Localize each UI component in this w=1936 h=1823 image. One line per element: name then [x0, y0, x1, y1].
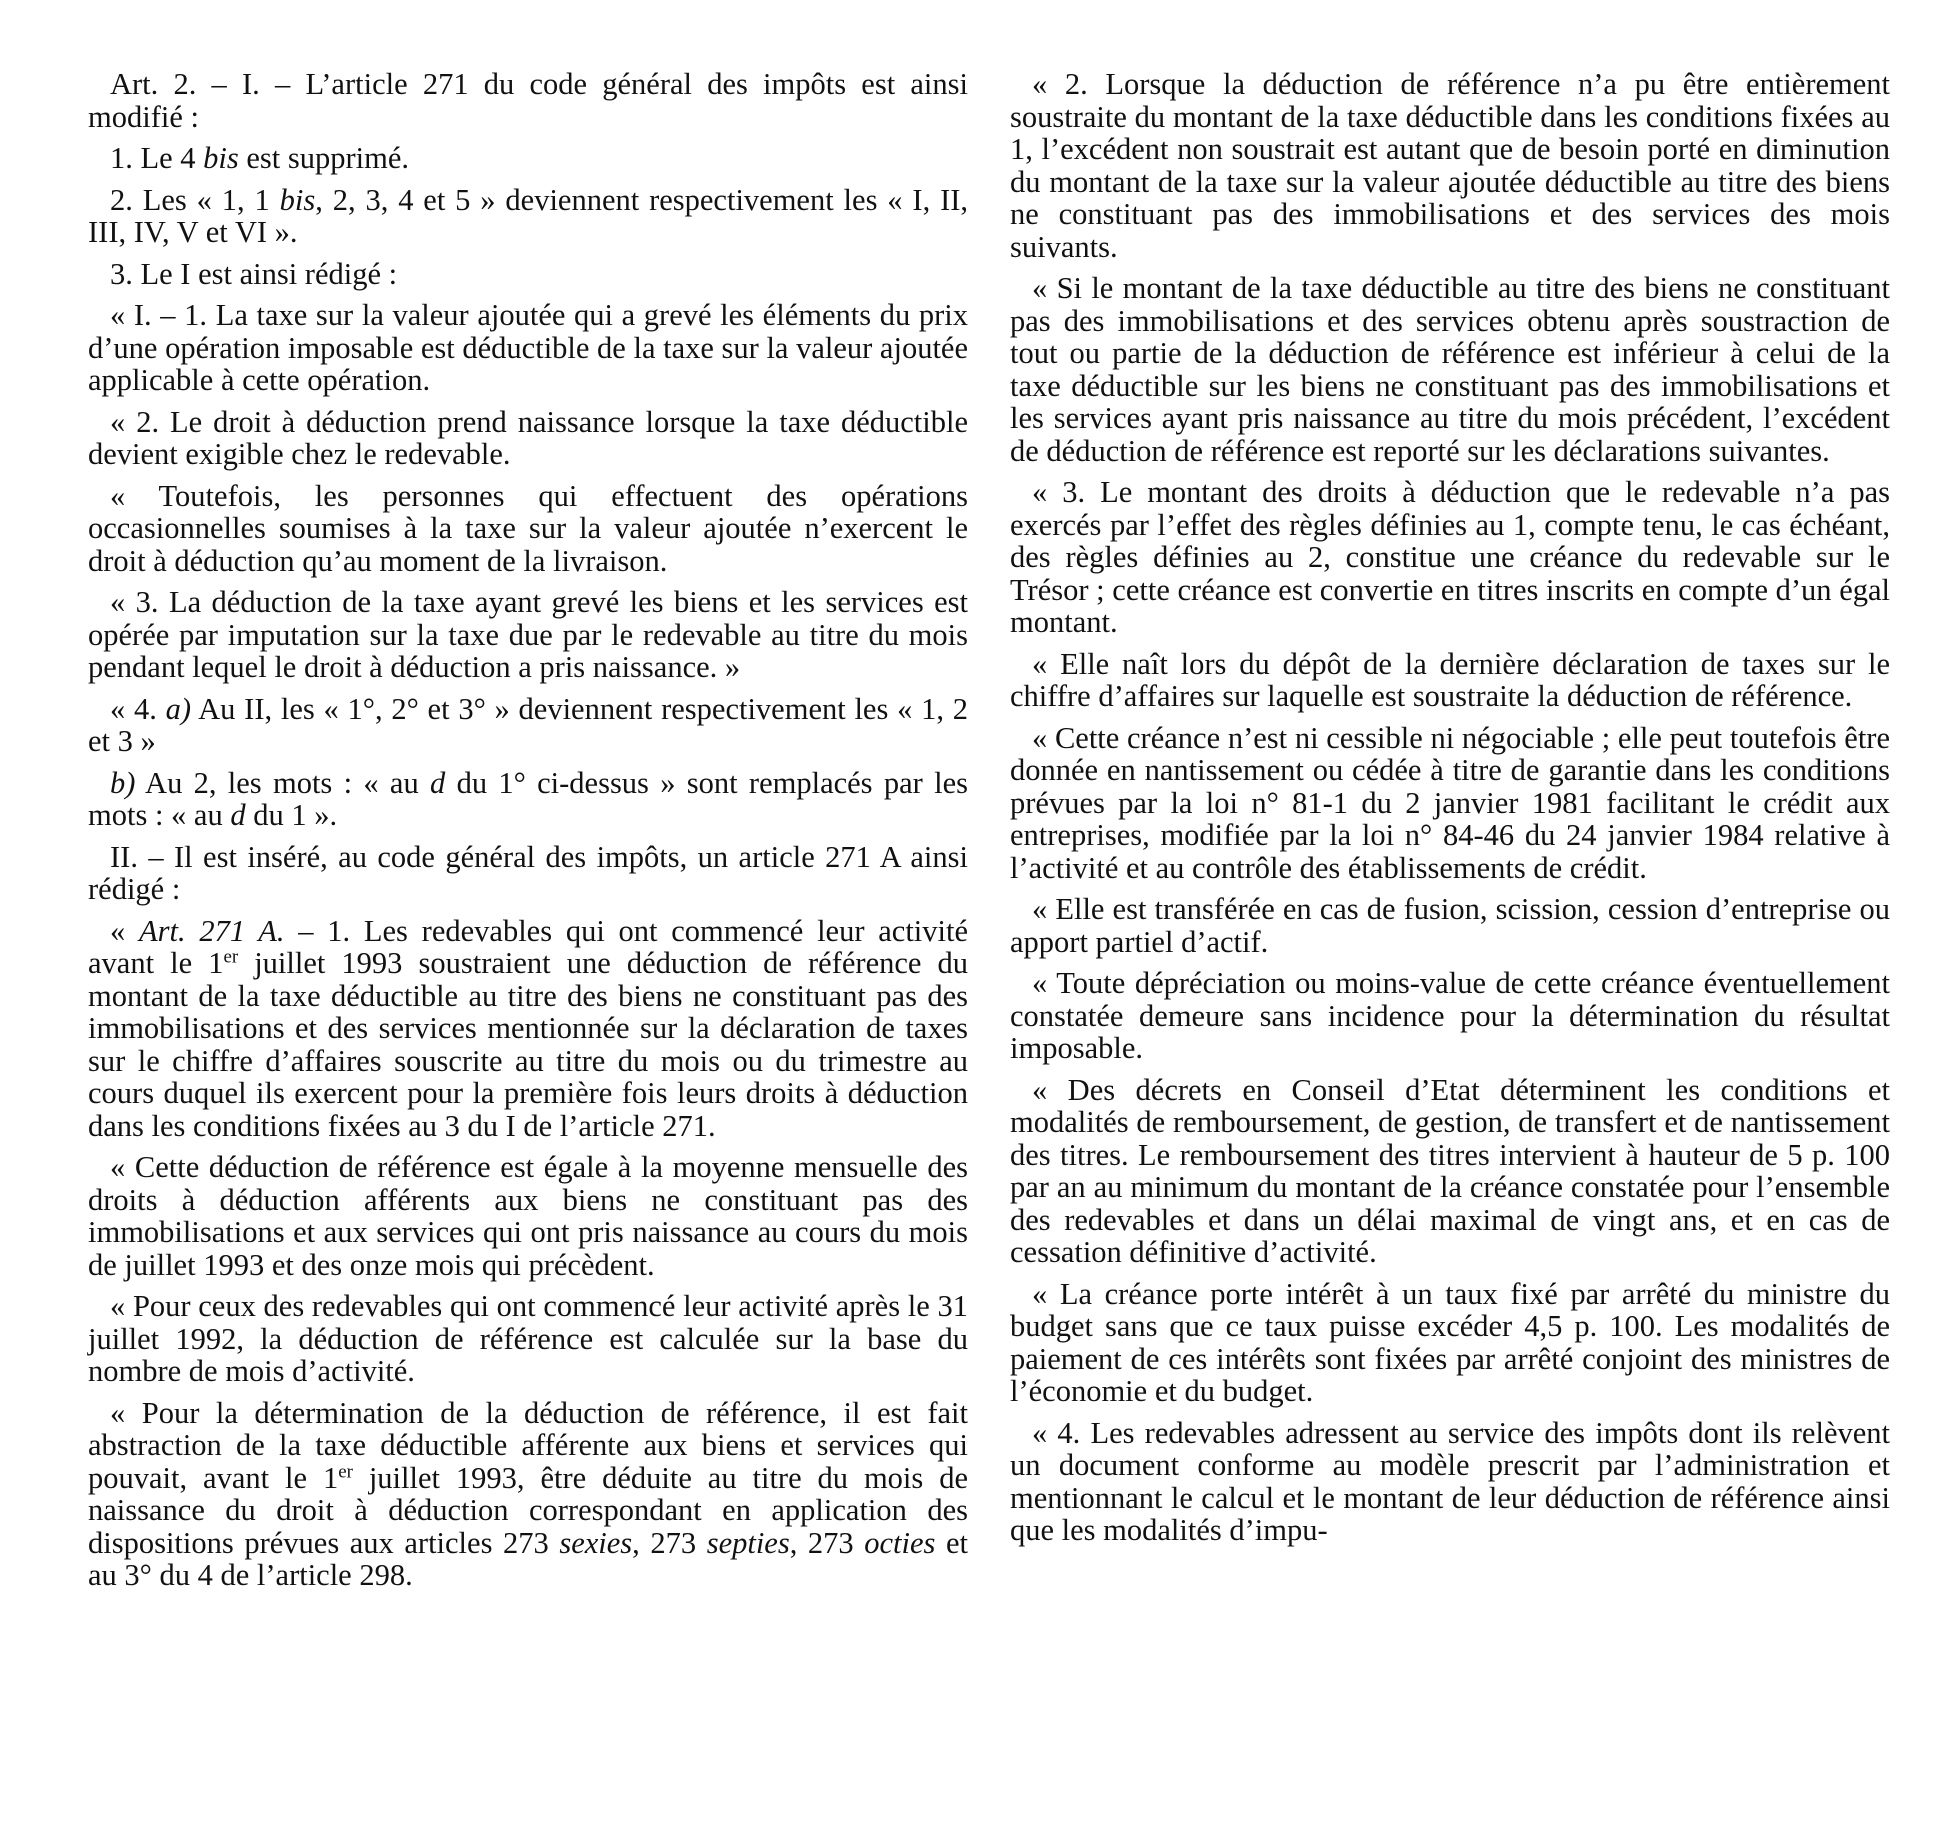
paragraph-r-elle-nait: « Elle naît lors du dépôt de la dernière déclaration de taxes sur le chiffre d’affaires sur laquelle est soustraite la déduction de référence.	[1010, 646, 1890, 713]
paragraph-II: II. – Il est inséré, au code général des impôts, un article 271 A ainsi rédigé :	[88, 839, 968, 906]
paragraph-I-2: « 2. Le droit à déduction prend naissance lorsque la taxe déductible devient exigible chez le redevable.	[88, 404, 968, 471]
paragraph-I-1: « I. – 1. La taxe sur la valeur ajoutée qui a grevé les éléments du prix d’une opération imposable est déductible de la taxe sur la valeur ajoutée applicable à cette opération.	[88, 298, 968, 397]
right-column	[1010, 68, 1890, 1556]
paragraph-4b: b) Au 2, les mots : « au d du 1° ci-dessus » sont remplacés par les mots : « au d du 1 ».	[88, 765, 968, 832]
paragraph-pour-ceux: « Pour ceux des redevables qui ont commencé leur activité après le 31 juillet 1992, la déduction de référence est calculée sur la base du nombre de mois d’activité.	[88, 1289, 968, 1388]
paragraph-cette-deduction: « Cette déduction de référence est égale à la moyenne mensuelle des droits à déduction afférents aux biens ne constituant pas des immobilisations et aux services qui ont pris naissance au cours du mois de juillet 1993 et des onze mois qui précèdent.	[88, 1150, 968, 1282]
paragraph-I-3: « 3. La déduction de la taxe ayant grevé les biens et les services est opérée par imputation sur la taxe due par le redevable au titre du mois pendant lequel le droit à déduction a pris naissance. »	[88, 585, 968, 684]
paragraph-art-271A-1: « Art. 271 A. – 1. Les redevables qui ont commencé leur activité avant le 1er juillet 1993 soustraient une déduction de référence du montant de la taxe déductible au titre des biens ne constituant pas des immobilisations et des services mentionnée sur la déclaration de taxes sur le chiffre d’affaires souscrite au titre du mois ou du trimestre au cours duquel ils exercent pour la première fois leurs droits à déduction dans les conditions fixées au 3 du I de l’article 271.	[88, 913, 968, 1143]
paragraph-r-4: « 4. Les redevables adressent au service des impôts dont ils relèvent un document conforme au modèle prescrit par l’administration et mentionnant le calcul et le montant de leur déduction de référence ainsi que les modalités d’impu-	[1010, 1415, 1890, 1547]
paragraph-pour-la-determination: « Pour la détermination de la déduction de référence, il est fait abstraction de la taxe déductible afférente aux biens et services qui pouvait, avant le 1er juillet 1993, être déduite au titre du mois de naissance du droit à déduction correspondant en application des dispositions prévues aux articles 273 sexies, 273 septies, 273 octies et au 3° du 4 de l’article 298.	[88, 1395, 968, 1592]
paragraph-r-si-le-montant: « Si le montant de la taxe déductible au titre des biens ne constituant pas des immobilisations et des services obtenu après soustraction de tout ou partie de la déduction de référence est inférieur à celui de la taxe déductible sur les biens ne constituant pas des immobilisations et les services ayant pris naissance au titre du mois précédent, l’excédent de déduction de référence est reporté sur les déclarations suivantes.	[1010, 271, 1890, 468]
paragraph-r-la-creance: « La créance porte intérêt à un taux fixé par arrêté du ministre du budget sans que ce taux puisse excéder 4,5 p. 100. Les modalités de paiement de ces intérêts sont fixées par arrêté conjoint des ministres de l’économie et du budget.	[1010, 1276, 1890, 1408]
paragraph-r-toute-depreciation: « Toute dépréciation ou moins-value de cette créance éventuellement constatée demeure sans incidence pour la détermination du résultat imposable.	[1010, 966, 1890, 1065]
paragraph-r-cette-creance: « Cette créance n’est ni cessible ni négociable ; elle peut toutefois être donnée en nantissement ou cédée à titre de garantie dans les conditions prévues par la loi n° 81-1 du 2 janvier 1981 facilitant le crédit aux entreprises, modifiée par la loi n° 84-46 du 24 janvier 1984 relative à l’activité et au contrôle des établissements de crédit.	[1010, 720, 1890, 885]
paragraph-4a: « 4. a) Au II, les « 1°, 2° et 3° » deviennent respectivement les « 1, 2 et 3 »	[88, 691, 968, 758]
paragraph-r-elle-est-transferee: « Elle est transférée en cas de fusion, scission, cession d’entreprise ou apport partiel d’actif.	[1010, 892, 1890, 959]
article-2-heading: Art. 2. – I. – L’article 271 du code général des impôts est ainsi modifié :	[88, 67, 968, 134]
paragraph-r-2: « 2. Lorsque la déduction de référence n’a pu être entièrement soustraite du montant de la taxe déductible dans les conditions fixées au 1, l’excédent non soustrait est autant que de besoin porté en diminution du montant de la taxe sur la valeur ajoutée déductible au titre des biens ne constituant pas des immobilisations et des services des mois suivants.	[1010, 67, 1890, 264]
paragraph-r-3: « 3. Le montant des droits à déduction que le redevable n’a pas exercés par l’effet des règles définies au 1, compte tenu, le cas échéant, des règles définies au 2, constitue une créance du redevable sur le Trésor ; cette créance est convertie en titres inscrits en compte d’un égal montant.	[1010, 475, 1890, 639]
paragraph-toutefois: « Toutefois, les personnes qui effectuent des opérations occasionnelles soumises à la taxe sur la valeur ajoutée n’exercent le droit à déduction qu’au moment de la livraison.	[88, 478, 968, 578]
paragraph-r-des-decrets: « Des décrets en Conseil d’Etat déterminent les conditions et modalités de remboursement, de gestion, de transfert et de nantissement des titres. Le remboursement des titres intervient à hauteur de 5 p. 100 par an au minimum du montant de la créance constatée pour l’ensemble des redevables et dans un délai maximal de vingt ans, et en cas de cessation définitive d’activité.	[1010, 1072, 1890, 1269]
paragraph-1: 1. Le 4 bis est supprimé.	[110, 141, 410, 175]
paragraph-3: 3. Le I est ainsi rédigé :	[110, 256, 398, 291]
paragraph-2: 2. Les « 1, 1 bis, 2, 3, 4 et 5 » deviennent respectivement les « I, II, III, IV, V et VI ».	[88, 182, 969, 249]
left-column	[88, 68, 968, 1601]
